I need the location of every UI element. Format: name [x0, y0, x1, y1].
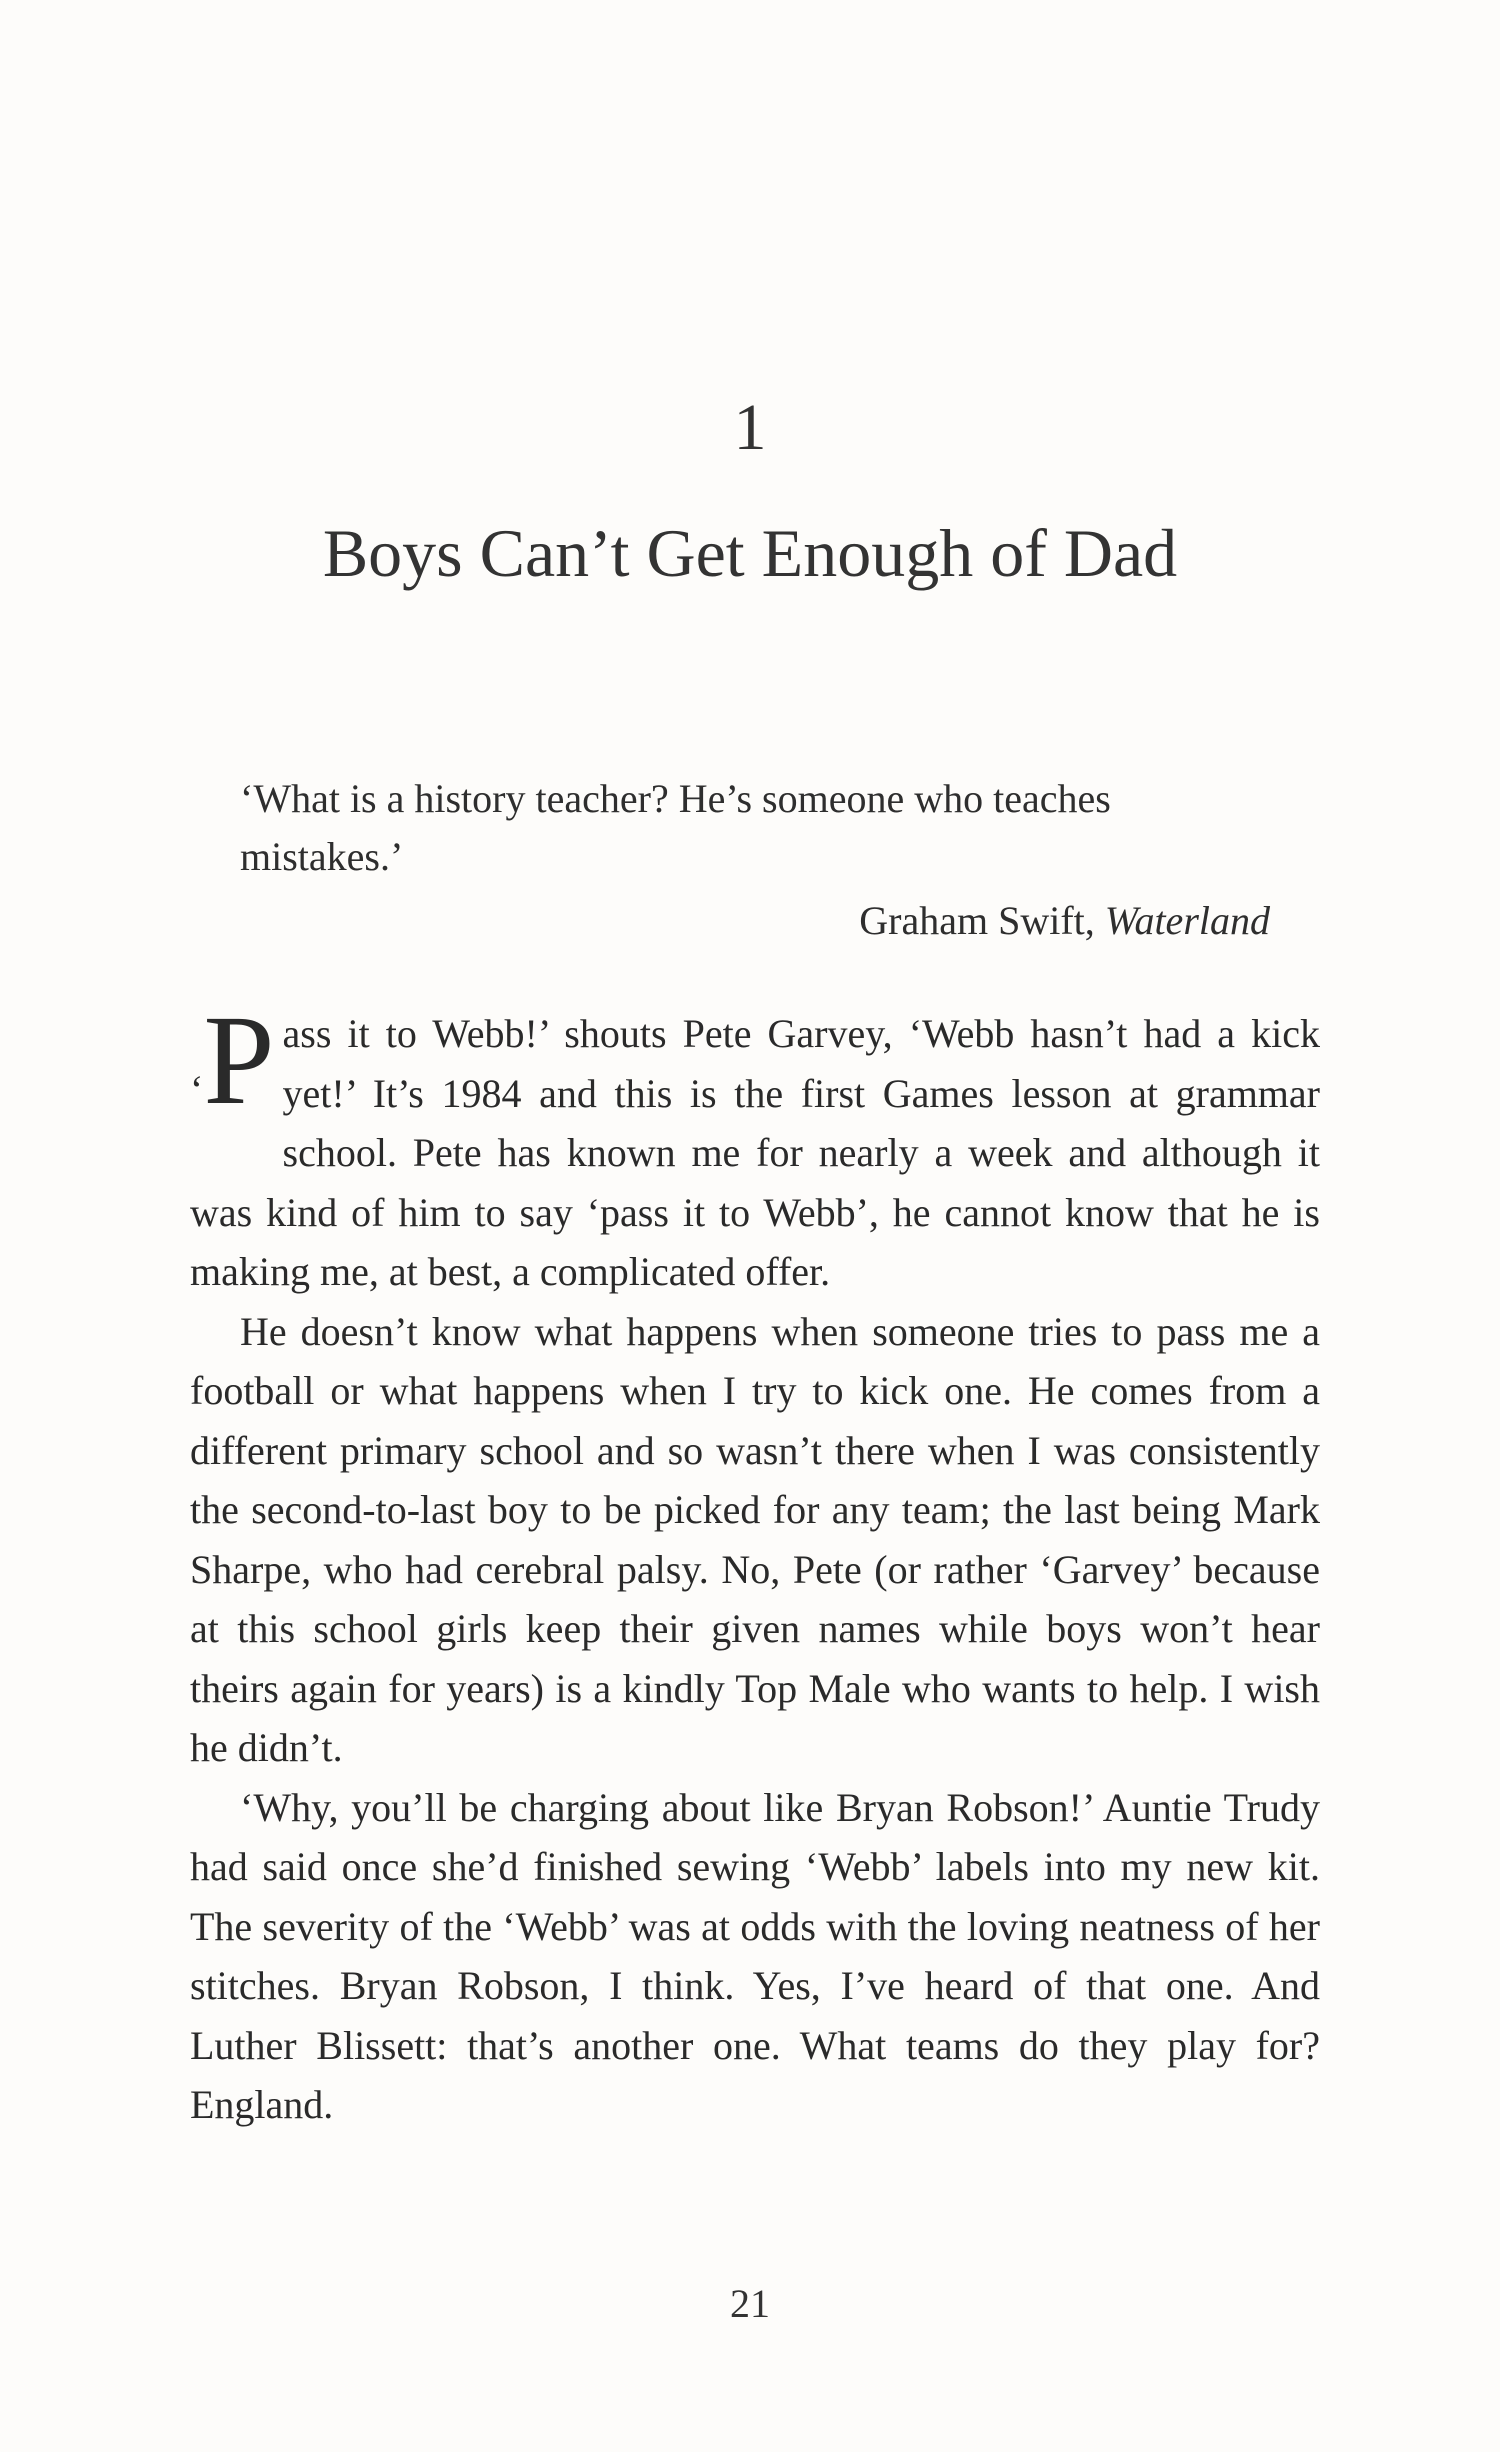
- epigraph-author: Graham Swift,: [859, 898, 1105, 943]
- paragraph-2: He doesn’t know what happens when someone tries to pass me a football or what happens when I try to kick one. He comes from a different primary school and so wasn’t there when I was consistently the second-to-last boy to be picked for any team; the last being Mark Sharpe, who had cerebral palsy. No, Pete (or rather ‘Garvey’ because at this school girls keep their given names while boys won’t hear theirs again for years) is a kindly Top Male who wants to help. I wish he didn’t.: [190, 1308, 1320, 1770]
- chapter-body: [190, 989, 1320, 2135]
- drop-cap-letter: P: [203, 989, 275, 1131]
- opening-quote: ‘: [190, 1067, 204, 1112]
- paragraph-1: [190, 989, 1320, 1302]
- page-number: 21: [730, 2281, 770, 2326]
- chapter-number: 1: [733, 391, 767, 464]
- drop-cap: [190, 989, 275, 1140]
- chapter-title: Boys Can’t Get Enough of Dad: [322, 515, 1178, 591]
- paragraph-3: ‘Why, you’ll be charging about like Bryan Robson!’ Auntie Trudy had said once she’d finished sewing ‘Webb’ labels into my new kit. The severity of the ‘Webb’ was at odds with the loving neatness of her stitches. Bryan Robson, I think. Yes, I’ve heard of that one. And Luther Blissett: that’s another one. What teams do they play for? England.: [190, 1784, 1320, 2127]
- epigraph: [240, 770, 1270, 950]
- epigraph-work: Waterland: [1104, 898, 1270, 943]
- paragraph-1-text: ass it to Webb!’ shouts Pete Garvey, ‘Webb hasn’t had a kick yet!’ It’s 1984 and this is the first Games lesson at grammar school. Pete has known me for nearly a week and although it was kind of him to say ‘pass it to Webb’, he cannot know that he is making me, at best, a complicated offer.: [190, 1011, 1320, 1294]
- epigraph-quote: ‘What is a history teacher? He’s someone who teaches mistakes.’: [240, 776, 1111, 879]
- epigraph-attribution: [240, 892, 1270, 950]
